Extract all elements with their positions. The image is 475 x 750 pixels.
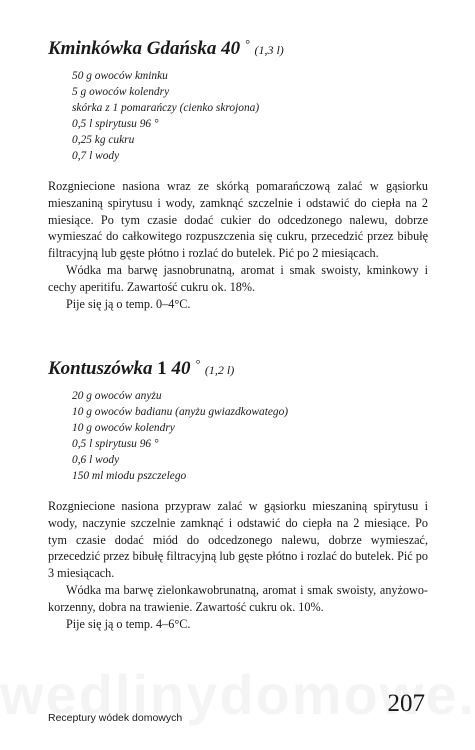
ingredient-item: 5 g owoców kolendry <box>72 86 170 98</box>
description-paragraph: Wódka ma barwę zielonkawobrunatną, aromat i smak swoisty, anyżowo-korzenny, dobra na trawienie. Zawartość cukru ok. 10%. <box>48 582 428 614</box>
running-footer-title: Receptury wódek domowych <box>48 712 183 724</box>
recipe-title-kontuszowka <box>48 353 234 381</box>
instruction-paragraph: Rozgniecione nasiona wraz ze skórką pomarańczową zalać w gąsiorku mieszaniną spirytusu i wody, zamknąć szczelnie i odstawić do ciepła na 2 miesiące. Po tym czasie dodać cukier do odcedzonego nalewu, dobrze wymieszać do całkowitego rozpuszczenia się cukru, przecedzić przez bibułę filtracyjną lub gęste płótno i rozlać do butelek. Pić po 2 miesiącach. <box>48 179 428 261</box>
serving-temperature: Pije się ją o temp. 4–6°C. <box>66 616 191 631</box>
degree-sign: ° <box>195 357 201 371</box>
ingredient-item: 0,25 kg cukru <box>72 134 135 146</box>
ingredient-item: 10 g owoców badianu (anyżu gwiazdkowatego) <box>72 406 289 418</box>
ingredient-item: 0,5 l spirytusu 96 ° <box>72 438 159 450</box>
recipe-volume: (1,2 l) <box>204 363 235 377</box>
recipe-title-kminkowka <box>48 33 284 61</box>
recipe-name: Kminkówka Gdańska 40 <box>48 38 241 59</box>
ingredient-item: 10 g owoców kolendry <box>72 422 175 434</box>
page-number: 207 <box>387 690 425 717</box>
ingredient-item: 0,7 l wody <box>72 150 120 162</box>
instructions-kontuszowka <box>48 498 428 632</box>
recipe-name: Kontuszówka <box>48 358 153 379</box>
ingredient-item: 0,6 l wody <box>72 454 120 466</box>
instructions-kminkowka <box>48 178 428 312</box>
serving-temperature: Pije się ją o temp. 0–4°C. <box>66 296 191 311</box>
ingredient-list-kontuszowka <box>72 388 288 484</box>
ingredient-list-kminkowka <box>72 68 259 164</box>
ingredient-item: 20 g owoców anyżu <box>72 390 162 402</box>
instruction-paragraph: Rozgniecione nasiona przypraw zalać w gąsiorku mieszaniną spirytusu i wody, naczynie szczelnie zamknąć i odstawić do ciepła na 2 miesiące. Po tym czasie dodać miód do odcedzonego nalewu, dobrze wymieszać, przecedzić przez bibułę filtracyjną lub gęste płótno i rozlać do butelek. Pić po 3 miesiącach. <box>48 499 428 581</box>
ingredient-item: 50 g owoców kminku <box>72 70 168 82</box>
degree-sign: ° <box>244 37 250 51</box>
ingredient-item: 0,5 l spirytusu 96 ° <box>72 118 159 130</box>
description-paragraph: Wódka ma barwę jasnobrunatną, aromat i smak swoisty, kminkowy i cechy aperitifu. Zawartość cukru ok. 18%. <box>48 262 428 294</box>
recipe-number: 1 <box>157 358 167 379</box>
recipe-strength: 40 <box>171 358 191 379</box>
ingredient-item: skórka z 1 pomarańczy (cienko skrojona) <box>72 102 260 114</box>
recipe-volume: (1,3 l) <box>254 43 284 57</box>
ingredient-item: 150 ml miodu pszczelego <box>72 470 187 482</box>
